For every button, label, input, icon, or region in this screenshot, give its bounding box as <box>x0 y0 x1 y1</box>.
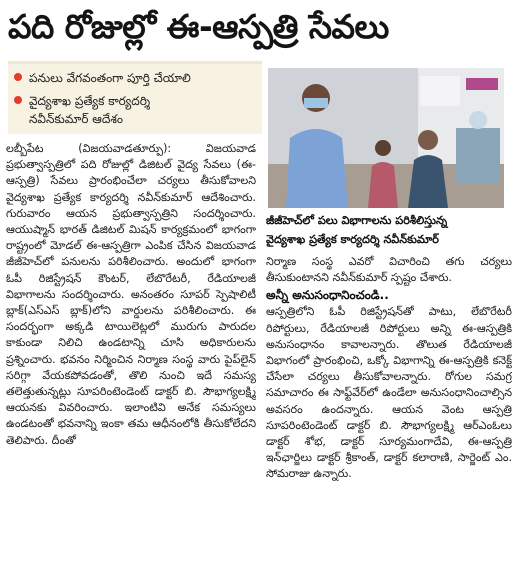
article-subheading: అన్నీ అనుసంధానించండి.. <box>266 288 389 303</box>
headline: పది రోజుల్లో ఈ-ఆస్పత్రి సేవలు <box>8 7 389 46</box>
article-paragraph: ఆస్పత్రిలోని ఓపీ రిజిస్ట్రేషన్‌తో పాటు, లేబొరేటరీ రిపోర్టులు, రేడియాలజీ రిపోర్టులు అన్ని ఈ-ఆస్పత్రికి అనుసంధానం కావాలన్నారు. తొలుత రేడియాలజీ విభాగంలో ప్రారంభించి, ఒక్కో విభాగాన్ని ఈ-ఆస్పత్రికి కనెక్ట్ చేసేలా చర్యలు తీసుకోవాలన్నారు. రోగుల సమగ్ర సమాచారం ఈ సాఫ్ట్‌వేర్‌లో ఉండేలా అనుసంధానించాల్సిన అవసరం ఉందన్నారు. ఆయన వెంట ఆస్పత్రి సూపరింటెండెంట్ డాక్టర్ బి. సౌభాగ్యలక్ష్మి ఆర్ఎంఓలు డాక్టర్ శోభ, డాక్టర్ సూర్యమంగాదేవి, ఈ-ఆస్పత్రి ఇన్‌ఛార్జిలు డాక్టర్ శ్రీకాంత్, డాక్టర్ కలారాణి, సార్జెంట్ ఎం. సోమరాజు ఉన్నారు. <box>266 305 512 481</box>
highlights-box <box>8 61 262 134</box>
highlight-item <box>14 92 150 110</box>
article-paragraph: నిర్మాణ సంస్థ ఎవరో విచారించి తగు చర్యలు తీసుకుంటానని నవీన్‌కుమార్ స్పష్టం చేశారు. <box>266 255 512 285</box>
highlight-item-continued <box>14 110 123 128</box>
news-photo <box>268 68 504 208</box>
bullet-icon <box>14 73 22 81</box>
highlight-text: వైద్యశాఖ ప్రత్యేక కార్యదర్శి <box>29 94 151 108</box>
bullet-icon <box>14 96 22 104</box>
highlight-item <box>14 69 191 87</box>
highlight-text: పనులు వేగవంతంగా పూర్తి చేయాలి <box>29 71 191 85</box>
photo-caption <box>266 211 512 251</box>
article-right-column <box>266 254 512 578</box>
caption-line: వైద్యశాఖ ప్రత్యేక కార్యదర్శి నవీన్‌కుమార్ <box>266 233 439 246</box>
article-paragraph: లబ్బీపేట (విజయవాడతూర్పు): విజయవాడ ప్రభుత్వాస్పత్రిలో పది రోజుల్లో డిజిటల్ వైద్య సేవలు (ఈ-ఆస్పత్రి) సేవలు ప్రారంభించేలా చర్యలు తీసుకోవాలని వైద్యశాఖ ప్రత్యేక కార్యదర్శి నవీన్‌కుమార్ ఆదేశించారు. గురువారం ఆయన ప్రభుత్వాస్పత్రిని సందర్శించారు. ఆయుష్మాన్ భారత్ డిజిటల్ మిషన్ కార్యక్రమంలో భాగంగా రాష్ట్రంలో మోడల్ ఈ-ఆస్పత్రిగా ఎంపిక చేసిన విజయవాడ జీజీహెచ్‌లో పనులను పరిశీలించారు. అందులో భాగంగా ఓపీ రిజిస్ట్రేషన్ కౌంటర్, లేబొరేటరీ, రేడియాలజీ విభాగాలను సందర్శించారు. అనంతరం సూపర్ స్పెషాలిటీ బ్లాక్(ఎస్ఎస్ బ్లాక్)లోని వార్డులను పరిశీలించారు. ఈ సందర్భంగా అక్కడి టాయిలెట్లలో మురుగు పారుదల కాకుండా నిలిచి ఉండటాన్ని చూసి అధికారులను ప్రశ్నించారు. భవనం నిర్మించిన నిర్మాణ సంస్థ వారు పైప్‌లైన్ సరిగ్గా వేయకపోవడంతో, తొలి నుంచి ఇదే సమస్య తలెత్తుతున్నట్లు సూపరింటెండెంట్ డాక్టర్ బి. సౌభాగ్యలక్ష్మి ఆయనకు వివరించారు. ఇలాంటివి అనేక సమస్యలు ఉండటంతో భవనాన్ని ఇంకా తమ ఆధీనంలోకి తీసుకోలేదని తెలిపారు. దీంతో <box>6 142 256 447</box>
photo-illustration <box>268 68 504 208</box>
article-left-column <box>6 141 256 577</box>
highlight-text: నవీన్‌కుమార్ ఆదేశం <box>29 112 124 126</box>
caption-line: జీజీహెచ్‌లో పలు విభాగాలను పరిశీలిస్తున్న <box>266 214 448 227</box>
